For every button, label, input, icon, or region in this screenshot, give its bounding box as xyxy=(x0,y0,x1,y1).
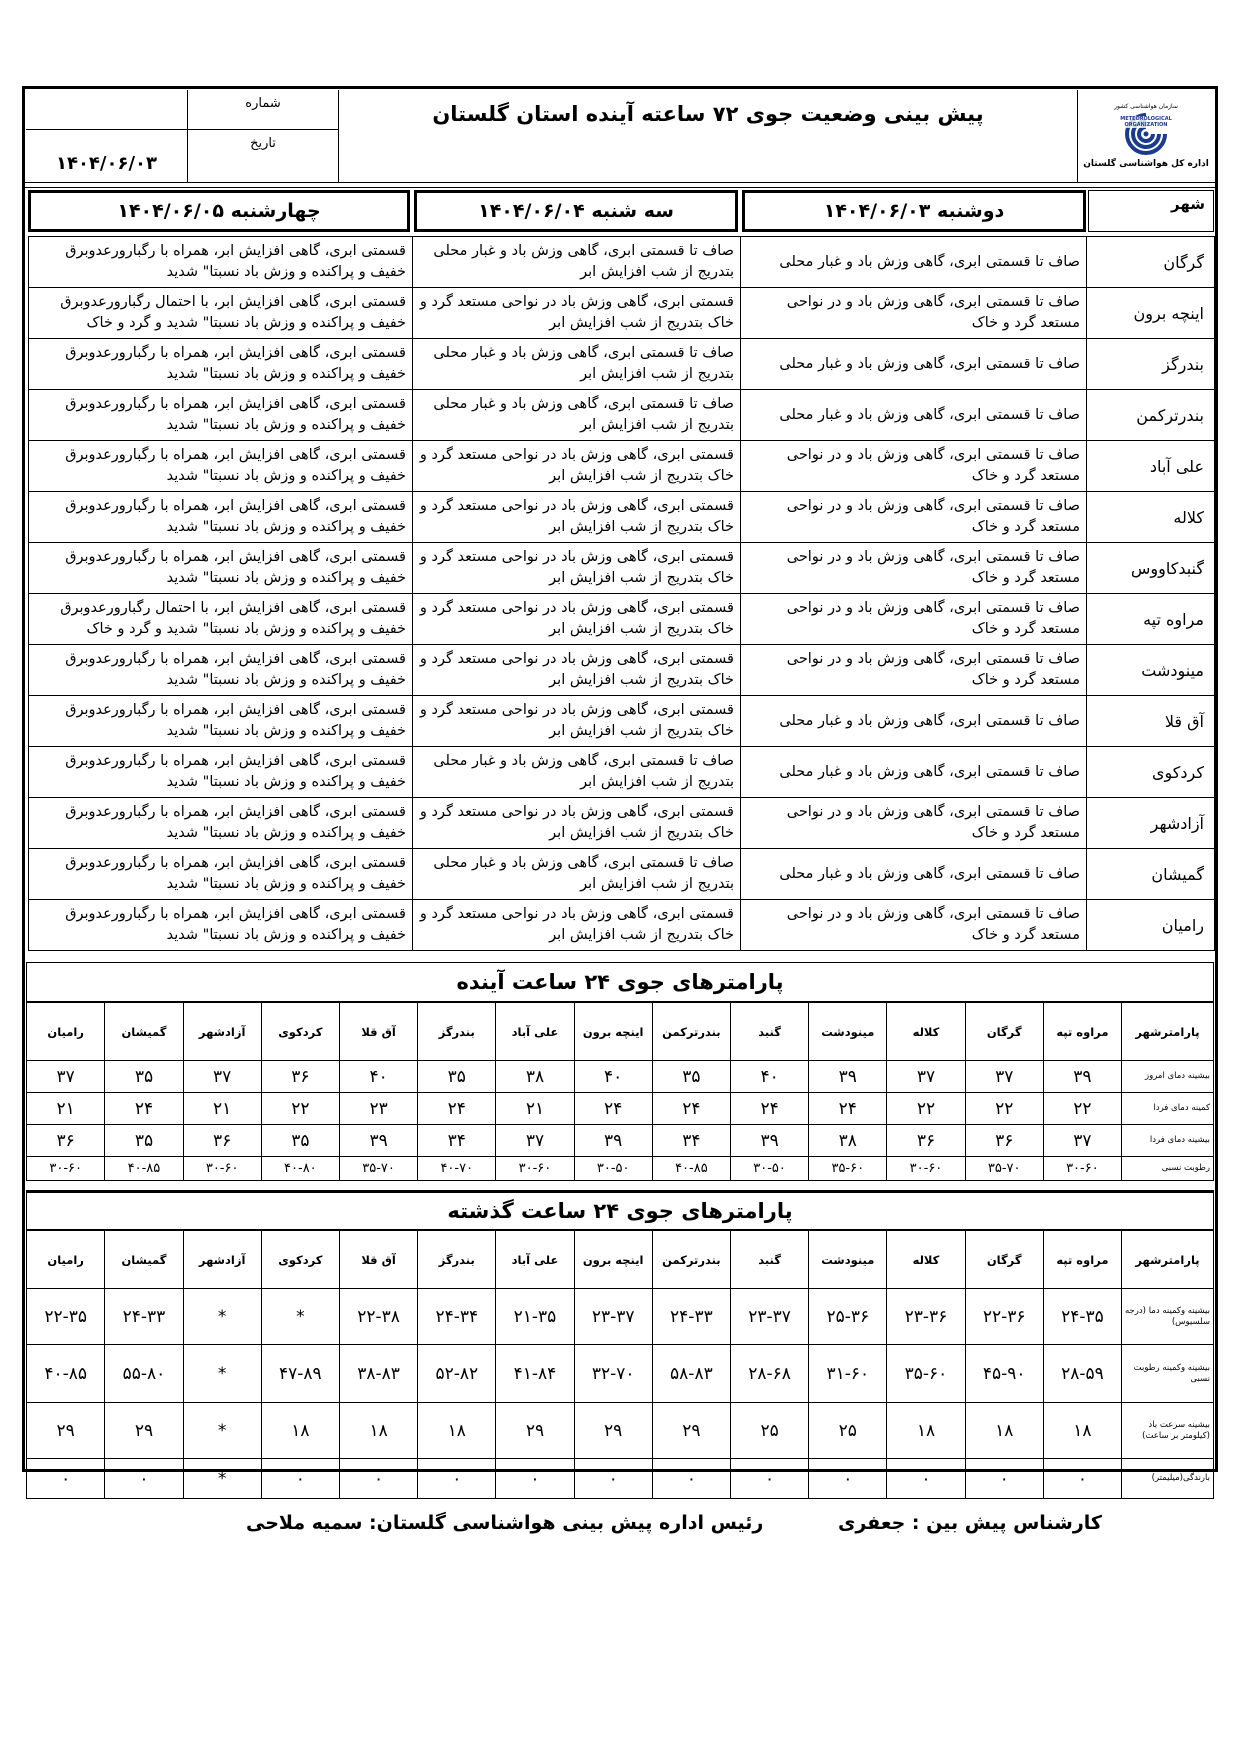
forecast-city: اینچه برون xyxy=(1087,288,1215,339)
next24-value: ۲۴ xyxy=(809,1093,887,1125)
next24-value: ۳۹ xyxy=(1043,1061,1121,1093)
forecast-city: رامیان xyxy=(1087,900,1215,951)
forecast-row xyxy=(29,594,1215,645)
past24-value: ۴۰-۸۵ xyxy=(27,1345,105,1403)
forecaster-signature: کارشناس پیش بین : جعفری xyxy=(837,1512,1102,1534)
next24-value: ۲۲ xyxy=(261,1093,339,1125)
past24-value: ۲۸-۵۹ xyxy=(1043,1345,1121,1403)
next24-value: ۳۶ xyxy=(27,1125,105,1157)
forecast-day3: قسمتی ابری، گاهی افزایش ابر، همراه با رگبارورعدوبرق خفیف و پراکنده و وزش باد نسبتا" شدید xyxy=(29,339,413,390)
past24-value: ۰ xyxy=(574,1459,652,1499)
next24-value: ۳۸ xyxy=(496,1061,574,1093)
past24-value: ۱۸ xyxy=(965,1403,1043,1459)
forecast-day3: قسمتی ابری، گاهی افزایش ابر، همراه با رگبارورعدوبرق خفیف و پراکنده و وزش باد نسبتا" شدید xyxy=(29,696,413,747)
next24-value: ۲۴ xyxy=(730,1093,808,1125)
forecast-day2: صاف تا قسمتی ابری، گاهی وزش باد و غبار محلی بتدریج از شب افزایش ابر xyxy=(413,747,741,798)
past24-value: ۵۸-۸۳ xyxy=(652,1345,730,1403)
past24-value: ۲۹ xyxy=(496,1403,574,1459)
past24-value: ۲۵ xyxy=(730,1403,808,1459)
forecast-day1: صاف تا قسمتی ابری، گاهی وزش باد و غبار محلی xyxy=(741,237,1087,288)
past24-city-header: گنبد xyxy=(730,1231,808,1289)
past24-corner: پارامترشهر xyxy=(1122,1231,1214,1289)
forecast-day1: صاف تا قسمتی ابری، گاهی وزش باد و غبار محلی xyxy=(741,339,1087,390)
forecast-row xyxy=(29,900,1215,951)
next24-value: ۳۵-۶۰ xyxy=(809,1157,887,1181)
past24-city-header: آق قلا xyxy=(339,1231,417,1289)
past24-city-header: مینودشت xyxy=(809,1231,887,1289)
date-label-cell xyxy=(188,130,338,182)
next24-value: ۳۷ xyxy=(887,1061,965,1093)
next24-value: ۴۰-۷۰ xyxy=(418,1157,496,1181)
forecast-day1: صاف تا قسمتی ابری، گاهی وزش باد و غبار محلی xyxy=(741,849,1087,900)
forecast-row xyxy=(29,849,1215,900)
forecast-city: گرگان xyxy=(1087,237,1215,288)
next24-row xyxy=(27,1061,1214,1093)
date-value-cell xyxy=(26,130,188,182)
past24-row-label: بیشینه وکمینه دما (درجه سلسیوس) xyxy=(1122,1289,1214,1345)
past24-value: ۲۵ xyxy=(809,1403,887,1459)
next24-value: ۴۰-۸۵ xyxy=(652,1157,730,1181)
next24-row xyxy=(27,1157,1214,1181)
next24-city-header: آزادشهر xyxy=(183,1003,261,1061)
next24-value: ۲۲ xyxy=(965,1093,1043,1125)
forecast-city: مینودشت xyxy=(1087,645,1215,696)
next24-city-header: گرگان xyxy=(965,1003,1043,1061)
forecast-day2: قسمتی ابری، گاهی وزش باد در نواحی مستعد گرد و خاک بتدریج از شب افزایش ابر xyxy=(413,696,741,747)
next24-value: ۳۶ xyxy=(887,1125,965,1157)
next24-value: ۳۷ xyxy=(27,1061,105,1093)
past24-value: ۵۲-۸۲ xyxy=(418,1345,496,1403)
past24-value: ۲۲-۳۵ xyxy=(27,1289,105,1345)
past24-value: ۰ xyxy=(730,1459,808,1499)
past24-title-cell xyxy=(26,1190,1214,1230)
next24-value: ۳۰-۶۰ xyxy=(1043,1157,1121,1181)
logo-en-text: METEOROLOGICAL ORGANIZATION xyxy=(1101,116,1191,128)
next24-value: ۲۳ xyxy=(339,1093,417,1125)
past24-value: ۱۸ xyxy=(339,1403,417,1459)
next24-value: ۲۴ xyxy=(105,1093,183,1125)
date-value: ۱۴۰۴/۰۶/۰۳ xyxy=(55,153,158,174)
past24-value: * xyxy=(183,1345,261,1403)
past24-value: ۱۸ xyxy=(418,1403,496,1459)
past24-row-label: بیشینه سرعت باد (کیلومتر بر ساعت) xyxy=(1122,1403,1214,1459)
next24-value: ۳۹ xyxy=(809,1061,887,1093)
past24-city-header: کلاله xyxy=(887,1231,965,1289)
report-title: پیش بینی وضعیت جوی ۷۲ ساعته آینده استان گلستان xyxy=(432,102,984,126)
forecast-row xyxy=(29,747,1215,798)
forecast-day2: قسمتی ابری، گاهی وزش باد در نواحی مستعد گرد و خاک بتدریج از شب افزایش ابر xyxy=(413,288,741,339)
past24-header-row xyxy=(27,1231,1214,1289)
past24-value: ۲۲-۳۸ xyxy=(339,1289,417,1345)
past24-row xyxy=(27,1403,1214,1459)
past24-value: ۵۵-۸۰ xyxy=(105,1345,183,1403)
next24-value: ۳۴ xyxy=(418,1125,496,1157)
past24-value: ۲۴-۳۳ xyxy=(105,1289,183,1345)
date-label: تاریخ xyxy=(250,136,276,151)
next24-row-label: کمینه دمای فردا xyxy=(1122,1093,1214,1125)
forecast-day2: صاف تا قسمتی ابری، گاهی وزش باد و غبار محلی بتدریج از شب افزایش ابر xyxy=(413,849,741,900)
next24-value: ۳۶ xyxy=(261,1061,339,1093)
next24-value: ۴۰-۸۰ xyxy=(261,1157,339,1181)
forecast-day3: قسمتی ابری، گاهی افزایش ابر، همراه با رگبارورعدوبرق خفیف و پراکنده و وزش باد نسبتا" شدید xyxy=(29,747,413,798)
next24-city-header: بندرگز xyxy=(418,1003,496,1061)
past24-city-header: کردکوی xyxy=(261,1231,339,1289)
forecast-day2: قسمتی ابری، گاهی وزش باد در نواحی مستعد گرد و خاک بتدریج از شب افزایش ابر xyxy=(413,900,741,951)
past24-row xyxy=(27,1345,1214,1403)
next24-value: ۳۵ xyxy=(418,1061,496,1093)
past24-value: ۱۸ xyxy=(261,1403,339,1459)
next24-value: ۲۱ xyxy=(496,1093,574,1125)
forecast-city: کلاله xyxy=(1087,492,1215,543)
forecast-day1: صاف تا قسمتی ابری، گاهی وزش باد و غبار محلی xyxy=(741,696,1087,747)
next24-value: ۲۲ xyxy=(1043,1093,1121,1125)
forecast-day2: صاف تا قسمتی ابری، گاهی وزش باد و غبار محلی بتدریج از شب افزایش ابر xyxy=(413,339,741,390)
next24-value: ۳۰-۶۰ xyxy=(496,1157,574,1181)
next24-value: ۳۵ xyxy=(105,1061,183,1093)
forecast-row xyxy=(29,543,1215,594)
next24-value: ۳۷ xyxy=(965,1061,1043,1093)
forecast-row xyxy=(29,339,1215,390)
next24-value: ۴۰ xyxy=(574,1061,652,1093)
past24-row xyxy=(27,1459,1214,1499)
past24-value: ۰ xyxy=(1043,1459,1121,1499)
next24-value: ۳۷ xyxy=(496,1125,574,1157)
forecast-day2: قسمتی ابری، گاهی وزش باد در نواحی مستعد گرد و خاک بتدریج از شب افزایش ابر xyxy=(413,798,741,849)
next24-value: ۲۲ xyxy=(887,1093,965,1125)
past24-city-header: گرگان xyxy=(965,1231,1043,1289)
past24-value: ۰ xyxy=(809,1459,887,1499)
past24-value: ۲۳-۳۷ xyxy=(574,1289,652,1345)
past24-value: ۰ xyxy=(27,1459,105,1499)
forecast-day1: صاف تا قسمتی ابری، گاهی وزش باد و غبار محلی xyxy=(741,390,1087,441)
next24-value: ۲۱ xyxy=(183,1093,261,1125)
past24-value: ۲۴-۳۴ xyxy=(418,1289,496,1345)
past24-value: ۲۹ xyxy=(574,1403,652,1459)
forecast-row xyxy=(29,237,1215,288)
forecast-day3: قسمتی ابری، گاهی افزایش ابر، با احتمال رگبارورعدوبرق خفیف و پراکنده و وزش باد نسبتا" شدید و گرد و خاک xyxy=(29,288,413,339)
past24-value: ۲۹ xyxy=(652,1403,730,1459)
past24-value: ۲۳-۳۷ xyxy=(730,1289,808,1345)
next24-title-cell xyxy=(26,962,1214,1002)
forecast-city: آق قلا xyxy=(1087,696,1215,747)
forecast-day1: صاف تا قسمتی ابری، گاهی وزش باد و در نواحی مستعد گرد و خاک xyxy=(741,594,1087,645)
next24-value: ۳۷ xyxy=(183,1061,261,1093)
forecast-day3: قسمتی ابری، گاهی افزایش ابر، همراه با رگبارورعدوبرق خفیف و پراکنده و وزش باد نسبتا" شدید xyxy=(29,543,413,594)
past24-value: ۲۲-۳۶ xyxy=(965,1289,1043,1345)
day-header-3 xyxy=(28,190,410,232)
next24-value: ۳۵-۷۰ xyxy=(339,1157,417,1181)
past24-value: ۰ xyxy=(496,1459,574,1499)
next24-city-header: کردکوی xyxy=(261,1003,339,1061)
past24-city-header: آزادشهر xyxy=(183,1231,261,1289)
past24-value: * xyxy=(183,1403,261,1459)
forecast-day3: قسمتی ابری، گاهی افزایش ابر، همراه با رگبارورعدوبرق خفیف و پراکنده و وزش باد نسبتا" شدید xyxy=(29,645,413,696)
next24-city-header: مراوه تپه xyxy=(1043,1003,1121,1061)
forecast-day3: قسمتی ابری، گاهی افزایش ابر، همراه با رگبارورعدوبرق خفیف و پراکنده و وزش باد نسبتا" شدید xyxy=(29,237,413,288)
past24-city-header: مراوه تپه xyxy=(1043,1231,1121,1289)
forecast-row xyxy=(29,696,1215,747)
past24-city-header: بندرگز xyxy=(418,1231,496,1289)
past24-value: ۰ xyxy=(418,1459,496,1499)
next24-value: ۳۰-۵۰ xyxy=(730,1157,808,1181)
forecast-city: بندرگز xyxy=(1087,339,1215,390)
forecast-city: مراوه تپه xyxy=(1087,594,1215,645)
past24-value: ۳۸-۸۳ xyxy=(339,1345,417,1403)
next24-value: ۳۷ xyxy=(1043,1125,1121,1157)
past24-value: ۲۹ xyxy=(105,1403,183,1459)
next24-city-header: رامیان xyxy=(27,1003,105,1061)
next24-value: ۳۹ xyxy=(574,1125,652,1157)
forecast-city: آزادشهر xyxy=(1087,798,1215,849)
next24-value: ۳۶ xyxy=(183,1125,261,1157)
forecast-day2: قسمتی ابری، گاهی وزش باد در نواحی مستعد گرد و خاک بتدریج از شب افزایش ابر xyxy=(413,441,741,492)
past24-value: * xyxy=(183,1289,261,1345)
forecast-day2: قسمتی ابری، گاهی وزش باد در نواحی مستعد گرد و خاک بتدریج از شب افزایش ابر xyxy=(413,645,741,696)
logo-top-text: سازمان هواشناسی کشور xyxy=(1114,103,1178,110)
day-header-1-label: دوشنبه ۱۴۰۴/۰۶/۰۳ xyxy=(823,200,1005,222)
next24-value: ۳۰-۵۰ xyxy=(574,1157,652,1181)
logo-bottom-text: اداره کل هواشناسی گلستان xyxy=(1083,159,1209,169)
next24-city-header: آق قلا xyxy=(339,1003,417,1061)
next24-city-header: بندرترکمن xyxy=(652,1003,730,1061)
forecast-day3: قسمتی ابری، گاهی افزایش ابر، همراه با رگبارورعدوبرق خفیف و پراکنده و وزش باد نسبتا" شدید xyxy=(29,441,413,492)
forecast-city: علی آباد xyxy=(1087,441,1215,492)
next24-row xyxy=(27,1093,1214,1125)
next24-value: ۳۵ xyxy=(652,1061,730,1093)
next24-value: ۳۹ xyxy=(730,1125,808,1157)
next24-row xyxy=(27,1125,1214,1157)
next24-value: ۲۴ xyxy=(418,1093,496,1125)
past24-value: ۴۵-۹۰ xyxy=(965,1345,1043,1403)
forecast-city: کردکوی xyxy=(1087,747,1215,798)
forecast-day3: قسمتی ابری، گاهی افزایش ابر، همراه با رگبارورعدوبرق خفیف و پراکنده و وزش باد نسبتا" شدید xyxy=(29,798,413,849)
forecast-day1: صاف تا قسمتی ابری، گاهی وزش باد و در نواحی مستعد گرد و خاک xyxy=(741,492,1087,543)
past24-city-header: بندرترکمن xyxy=(652,1231,730,1289)
next24-row-label: بیشینه دمای امروز xyxy=(1122,1061,1214,1093)
forecast-row xyxy=(29,645,1215,696)
day-header-2-label: سه شنبه ۱۴۰۴/۰۶/۰۴ xyxy=(478,200,674,222)
forecast-day2: قسمتی ابری، گاهی وزش باد در نواحی مستعد گرد و خاک بتدریج از شب افزایش ابر xyxy=(413,594,741,645)
next24-city-header: علی آباد xyxy=(496,1003,574,1061)
past24-value: * xyxy=(261,1289,339,1345)
past24-city-header: اینچه برون xyxy=(574,1231,652,1289)
past24-value: ۰ xyxy=(965,1459,1043,1499)
forecast-row xyxy=(29,288,1215,339)
past24-value: ۳۵-۶۰ xyxy=(887,1345,965,1403)
past24-value: ۲۴-۳۳ xyxy=(652,1289,730,1345)
forecast-day1: صاف تا قسمتی ابری، گاهی وزش باد و در نواحی مستعد گرد و خاک xyxy=(741,441,1087,492)
past24-value: ۲۴-۳۵ xyxy=(1043,1289,1121,1345)
forecast-day2: صاف تا قسمتی ابری، گاهی وزش باد و غبار محلی بتدریج از شب افزایش ابر xyxy=(413,237,741,288)
past24-title: پارامترهای جوی ۲۴ ساعت گذشته xyxy=(447,1199,793,1223)
forecast-day1: صاف تا قسمتی ابری، گاهی وزش باد و در نواحی مستعد گرد و خاک xyxy=(741,900,1087,951)
next24-value: ۳۰-۶۰ xyxy=(887,1157,965,1181)
past24-value: ۲۵-۳۶ xyxy=(809,1289,887,1345)
number-label-cell xyxy=(188,90,338,130)
forecast-day2: قسمتی ابری، گاهی وزش باد در نواحی مستعد گرد و خاک بتدریج از شب افزایش ابر xyxy=(413,543,741,594)
past24-value: ۰ xyxy=(652,1459,730,1499)
next24-value: ۳۰-۶۰ xyxy=(27,1157,105,1181)
day-header-1 xyxy=(742,190,1086,232)
forecast-row xyxy=(29,390,1215,441)
past24-value: ۰ xyxy=(339,1459,417,1499)
forecast-day3: قسمتی ابری، گاهی افزایش ابر، همراه با رگبارورعدوبرق خفیف و پراکنده و وزش باد نسبتا" شدید xyxy=(29,849,413,900)
past24-city-header: علی آباد xyxy=(496,1231,574,1289)
past24-value: ۱۸ xyxy=(887,1403,965,1459)
past24-value: ۲۱-۳۵ xyxy=(496,1289,574,1345)
past24-value: ۳۲-۷۰ xyxy=(574,1345,652,1403)
past24-city-header: گمیشان xyxy=(105,1231,183,1289)
next24-header-row xyxy=(27,1003,1214,1061)
forecast-day1: صاف تا قسمتی ابری، گاهی وزش باد و در نواحی مستعد گرد و خاک xyxy=(741,543,1087,594)
head-signature: رئیس اداره پیش بینی هواشناسی گلستان: سمیه ملاحی xyxy=(246,1512,764,1534)
forecast-row xyxy=(29,492,1215,543)
forecast-day1: صاف تا قسمتی ابری، گاهی وزش باد و در نواحی مستعد گرد و خاک xyxy=(741,798,1087,849)
number-value-cell xyxy=(26,90,188,130)
next24-row-label: رطوبت نسبی xyxy=(1122,1157,1214,1181)
day-header-2 xyxy=(414,190,738,232)
past24-value: ۱۸ xyxy=(1043,1403,1121,1459)
forecast-city: بندرترکمن xyxy=(1087,390,1215,441)
next24-table xyxy=(26,1002,1214,1181)
next24-value: ۳۸ xyxy=(809,1125,887,1157)
past24-value: ۰ xyxy=(887,1459,965,1499)
past24-value: ۴۷-۸۹ xyxy=(261,1345,339,1403)
city-header-label: شهر xyxy=(1171,195,1205,213)
next24-value: ۳۵ xyxy=(261,1125,339,1157)
past24-value: ۴۱-۸۴ xyxy=(496,1345,574,1403)
next24-value: ۴۰ xyxy=(339,1061,417,1093)
forecast-day1: صاف تا قسمتی ابری، گاهی وزش باد و غبار محلی xyxy=(741,747,1087,798)
past24-value: ۳۱-۶۰ xyxy=(809,1345,887,1403)
next24-city-header: گنبد xyxy=(730,1003,808,1061)
past24-row-label: بیشینه وکمینه رطوبت نسبی xyxy=(1122,1345,1214,1403)
forecast-row xyxy=(29,441,1215,492)
forecast-city: گنبدکاووس xyxy=(1087,543,1215,594)
forecast-day3: قسمتی ابری، گاهی افزایش ابر، همراه با رگبارورعدوبرق خفیف و پراکنده و وزش باد نسبتا" شدید xyxy=(29,492,413,543)
forecast-day1: صاف تا قسمتی ابری، گاهی وزش باد و در نواحی مستعد گرد و خاک xyxy=(741,288,1087,339)
next24-value: ۳۶ xyxy=(965,1125,1043,1157)
past24-table xyxy=(26,1230,1214,1499)
past24-value: * xyxy=(183,1459,261,1499)
past24-value: ۲۳-۳۶ xyxy=(887,1289,965,1345)
past24-row xyxy=(27,1289,1214,1345)
day-header-3-label: چهارشنبه ۱۴۰۴/۰۶/۰۵ xyxy=(117,200,321,222)
next24-value: ۳۴ xyxy=(652,1125,730,1157)
next24-value: ۳۵ xyxy=(105,1125,183,1157)
forecast-row xyxy=(29,798,1215,849)
next24-city-header: مینودشت xyxy=(809,1003,887,1061)
forecast-city: گمیشان xyxy=(1087,849,1215,900)
next24-value: ۴۰ xyxy=(730,1061,808,1093)
past24-value: ۲۸-۶۸ xyxy=(730,1345,808,1403)
header-divider xyxy=(25,182,1215,188)
next24-value: ۳۵-۷۰ xyxy=(965,1157,1043,1181)
next24-value: ۲۴ xyxy=(652,1093,730,1125)
next24-city-header: کلاله xyxy=(887,1003,965,1061)
forecast-day2: صاف تا قسمتی ابری، گاهی وزش باد و غبار محلی بتدریج از شب افزایش ابر xyxy=(413,390,741,441)
next24-city-header: اینچه برون xyxy=(574,1003,652,1061)
logo-cell xyxy=(1078,90,1214,182)
forecast-day3: قسمتی ابری، گاهی افزایش ابر، همراه با رگبارورعدوبرق خفیف و پراکنده و وزش باد نسبتا" شدید xyxy=(29,390,413,441)
next24-corner: پارامترشهر xyxy=(1122,1003,1214,1061)
report-title-cell xyxy=(338,90,1078,182)
forecast-day2: قسمتی ابری، گاهی وزش باد در نواحی مستعد گرد و خاک بتدریج از شب افزایش ابر xyxy=(413,492,741,543)
next24-value: ۴۰-۸۵ xyxy=(105,1157,183,1181)
city-header xyxy=(1088,190,1214,232)
forecast-day3: قسمتی ابری، گاهی افزایش ابر، همراه با رگبارورعدوبرق خفیف و پراکنده و وزش باد نسبتا" شدید xyxy=(29,900,413,951)
next24-value: ۲۴ xyxy=(574,1093,652,1125)
next24-value: ۳۹ xyxy=(339,1125,417,1157)
past24-city-header: رامیان xyxy=(27,1231,105,1289)
number-label: شماره xyxy=(245,96,281,111)
next24-value: ۲۱ xyxy=(27,1093,105,1125)
next24-row-label: بیشینه دمای فردا xyxy=(1122,1125,1214,1157)
next24-title: پارامترهای جوی ۲۴ ساعت آینده xyxy=(456,970,784,994)
past24-value: ۰ xyxy=(105,1459,183,1499)
forecast-table xyxy=(28,236,1215,951)
next24-value: ۳۰-۶۰ xyxy=(183,1157,261,1181)
forecast-day3: قسمتی ابری، گاهی افزایش ابر، با احتمال رگبارورعدوبرق خفیف و پراکنده و وزش باد نسبتا" شدید و گرد و خاک xyxy=(29,594,413,645)
past24-value: ۲۹ xyxy=(27,1403,105,1459)
forecast-day1: صاف تا قسمتی ابری، گاهی وزش باد و در نواحی مستعد گرد و خاک xyxy=(741,645,1087,696)
past24-value: ۰ xyxy=(261,1459,339,1499)
past24-row-label: بارندگی(میلیمتر) xyxy=(1122,1459,1214,1499)
next24-city-header: گمیشان xyxy=(105,1003,183,1061)
